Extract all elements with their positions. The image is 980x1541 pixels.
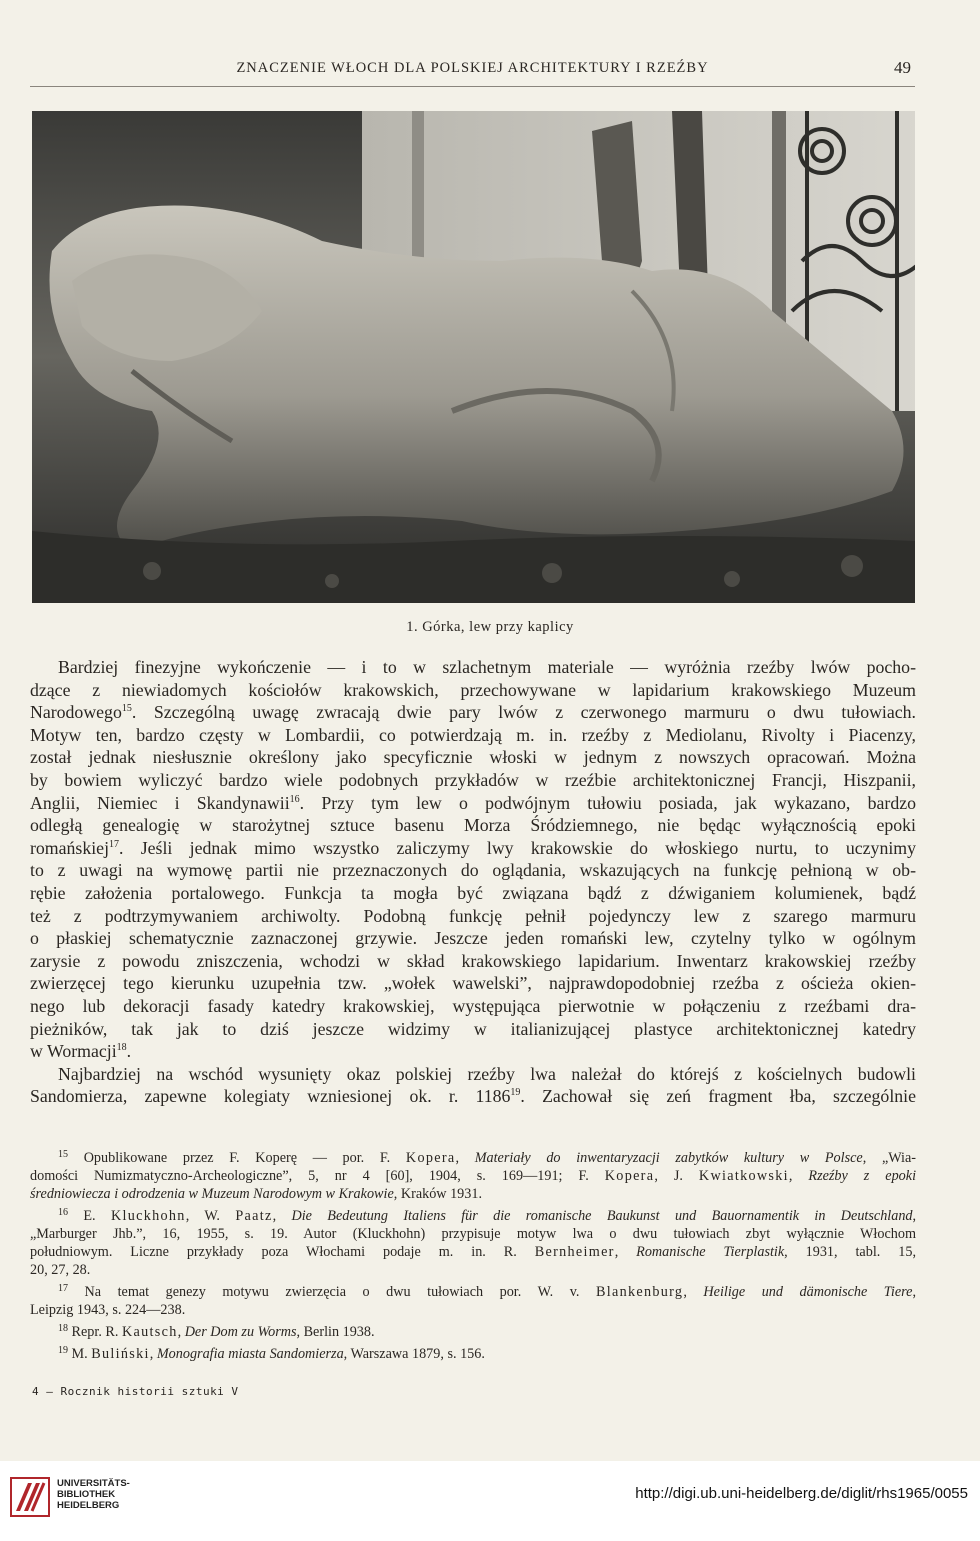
text-line: dzące z niewiadomych kościołów krakowskich, przechowywane w lapidarium krakowskiego Muzeum: [30, 679, 916, 700]
footnote-ref: 19: [510, 1087, 521, 1099]
text-line: by bowiem wyliczyć bardzo wiele podobnych przykładów w rzeźbie architektonicznej Francji, Hiszpanii,: [30, 769, 916, 790]
library-name: UNIVERSITÄTS- BIBLIOTHEK HEIDELBERG: [57, 1478, 130, 1511]
text-line: w Wormacji$^{18}$.: [30, 1041, 132, 1062]
text-line: został jednak niesłusznie określony jako specyficznie włoski w jednym z nowszych opracowań. Można: [30, 747, 916, 768]
permalink-url[interactable]: http://digi.ub.uni-heidelberg.de/diglit/rhs1965/0055: [635, 1485, 968, 1502]
text-line: o płaskiej schematycznie zaznaczonej grzywie. Jeszcze jeden romański lew, czytelny tylko w ogólnym: [30, 928, 916, 949]
text-line: romańskiej$^{17}$. Jeśli jednak mimo wszystko zaliczymy lwy krakowskie do włoskiego nurtu, to uczynimy: [30, 837, 916, 858]
photo-illustration: [32, 111, 915, 603]
text-line: Najbardziej na wschód wysunięty okaz polskiej rzeźby lwa należał do którejś z kościelnych budowli: [58, 1063, 916, 1084]
paragraph: [30, 656, 916, 1063]
running-head: [30, 58, 915, 87]
footnotes: [30, 1149, 916, 1367]
text-line: pieżników, tak jak to dziś jeszcze widzimy w italianizującej plastyce architektonicznej katedry: [30, 1018, 916, 1039]
footnote-16: $^{16}$ E. Kluckhohn, W. Paatz, Die Bedeutung Italiens für die romanische Baukunst und Bauornamentik in Deutschland, „Marburger Jhb.”, 16, 1955, s. 19. Autor (Kluckhohn) przypisuje motyw lwa o dwu tułowiach zbyt wyłącznie Włochom południowym. Liczne przykłady poza Włochami podaje m. in. R. Bernheimer, Romanische Tierplastik, 1931, tabl. 15, 20, 27, 28.: [30, 1207, 917, 1278]
text-line: Narodowego$^{15}$. Szczególną uwagę zwracają dwie pary lwów z czerwonego marmuru o dwu tułowiach.: [30, 702, 916, 723]
text-line: zwierzęcej tego kierunku uzupełnia tzw. „wołek wawelski”, najprawdopodobniej rzeźba z ościeża okien-: [30, 973, 916, 994]
printer-signature: 4 — Rocznik historii sztuki V: [32, 1385, 239, 1398]
running-title: ZNACZENIE WŁOCH DLA POLSKIEJ ARCHITEKTURY I RZEŹBY: [236, 60, 709, 76]
body-text: [30, 656, 916, 1108]
text-line: Motyw ten, bardzo częsty w Lombardii, co potwierdzają m. in. rzeźby z Mediolanu, Rivolty i Piacenzy,: [30, 724, 916, 745]
page-number: 49: [894, 58, 911, 77]
footnote-ref: 17: [109, 838, 120, 850]
footnote-ref: 15: [121, 703, 132, 715]
footnote-17: $^{17}$ Na temat genezy motywu zwierzęcia o dwu tułowiach por. W. v. Blankenburg, Heilige und dämonische Tiere, Leipzig 1943, s. 224—238.: [30, 1283, 916, 1318]
text-line: rębie założenia portalowego. Funkcja ta mogła być związana bądź z dźwiganiem kolumienek, bądź: [30, 882, 916, 903]
text-line: odległą genealogię w starożytnej sztuce basenu Morza Śródziemnego, nie będąc wyłącznością epoki: [30, 815, 916, 836]
footnote-ref: 18: [116, 1042, 127, 1054]
footnote-15: $^{15}$ Opublikowane przez F. Koperę — por. F. Kopera, Materiały do inwentaryzacji zabytków kultury w Polsce, „Wia- domości Numizmatyczno-Archeologiczne”, 5, nr 4 [60], 1904, s. 169—191; F. Kopera, J. Kwiatkowski, Rzeźby z epoki średniowiecza i odrodzenia w Muzeum Narodowym w Krakowie, Kraków 1931.: [30, 1149, 917, 1202]
text-line: Bardziej finezyjne wykończenie — i to w szlachetnym materiale — wyróżnia rzeźby lwów pocho-: [58, 657, 916, 677]
footnote-18: $^{18}$ Repr. R. Kautsch, Der Dom zu Worms, Berlin 1938.: [58, 1323, 375, 1340]
lion-sculpture-photo: [32, 111, 915, 603]
text-line: to z uwagi na wymowę partii nie przeznaczonych do oglądania, wskazujących na funkcję pełnioną w ob-: [30, 860, 916, 881]
university-library-logo-icon: [10, 1477, 50, 1517]
digitization-footer: [0, 1461, 980, 1541]
paragraph: [30, 1063, 916, 1108]
footnote-19: $^{19}$ M. Buliński, Monografia miasta Sandomierza, Warszawa 1879, s. 156.: [58, 1345, 485, 1362]
figure-caption: 1. Górka, lew przy kaplicy: [406, 619, 574, 635]
footnote-ref: 16: [289, 793, 300, 805]
text-line: Anglii, Niemiec i Skandynawii$^{16}$. Przy tym lew o podwójnym tułowiu posiada, jak wykazano, bardzo: [30, 792, 916, 813]
text-line: też z podtrzymywaniem archiwolty. Podobną funkcję pełnił pojedynczy lew z szarego marmuru: [30, 905, 916, 926]
text-line: zarysie z powodu zniszczenia, wchodzi w skład krakowskiego lapidarium. Inwentarz krakowskiej rzeźby: [30, 950, 916, 971]
text-line: nego lub dekoracji fasady katedry krakowskiej, występująca pierwotnie w połączeniu z rzeźbami dra-: [30, 995, 916, 1016]
text-line: Sandomierza, zapewne kolegiaty wzniesionej ok. r. 1186$^{19}$. Zachował się zeń fragment łba, szczególnie: [30, 1086, 916, 1107]
